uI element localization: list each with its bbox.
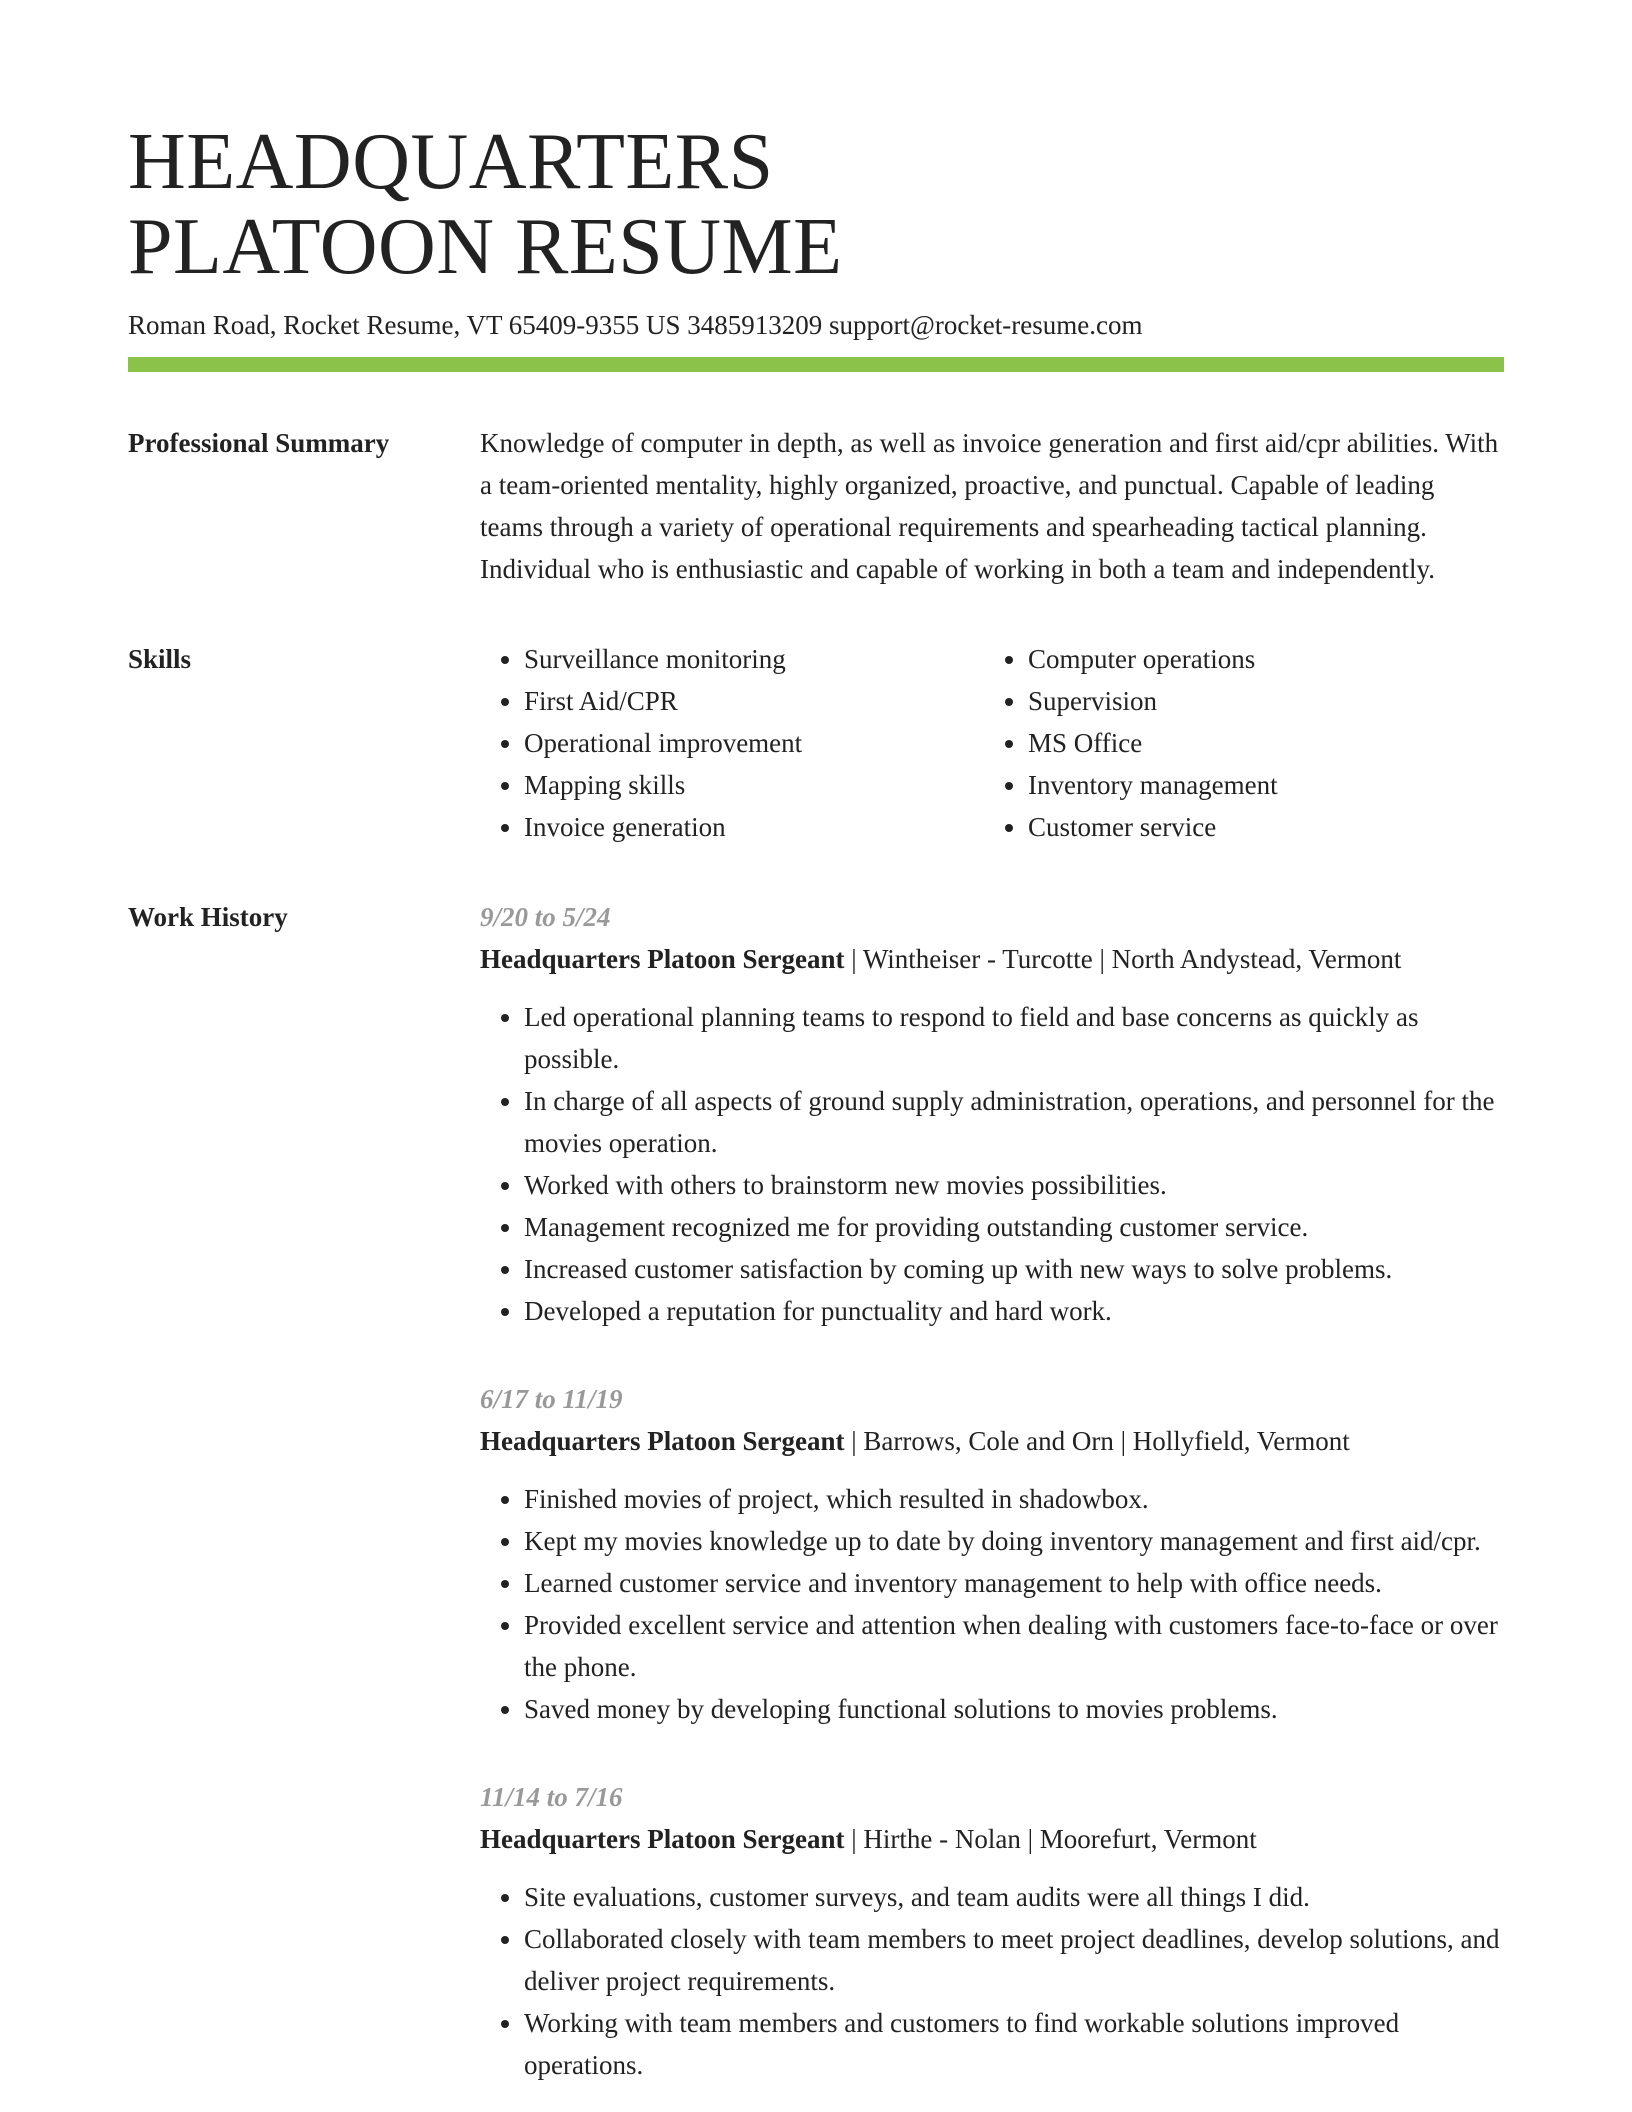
skill-item: • Computer operations [1028,638,1488,680]
job-bullets [480,1876,1504,2086]
job-company: | Barrows, Cole and Orn | Hollyfield, Vermont [844,1426,1350,1456]
summary-text: Knowledge of computer in depth, as well as invoice generation and first aid/cpr abilities. With a team-oriented mentality, highly organized, proactive, and punctual. Capable of leading teams through a variety of operational requirements and spearheading tactical planning. Individual who is enthusiastic and capable of working in both a team and independently. [480,428,1499,584]
skills-label: Skills [128,644,192,674]
job-bullet: • Finished movies of project, which resulted in shadowbox. [524,1478,1504,1520]
skill-item: • Mapping skills [524,764,984,806]
skill-item: • Supervision [1028,680,1488,722]
skill-item: • MS Office [1028,722,1488,764]
job-dates: 11/14 to 7/16 [480,1782,623,1812]
job-dates: 6/17 to 11/19 [480,1384,623,1414]
job-entry [480,1776,1504,2086]
job-bullet: • In charge of all aspects of ground supply administration, operations, and personnel for the movies operation. [524,1080,1504,1164]
resume-title [128,120,1504,290]
summary-section [128,422,1504,590]
skill-item: • Invoice generation [524,806,984,848]
job-title: Headquarters Platoon Sergeant [480,1426,845,1456]
skills-list-right [984,638,1488,848]
skills-section [128,638,1504,848]
work-history-label: Work History [128,902,288,932]
skill-item: • Operational improvement [524,722,984,764]
summary-label: Professional Summary [128,428,390,458]
job-bullet: • Learned customer service and inventory management to help with office needs. [524,1562,1504,1604]
job-entry [480,896,1504,1332]
resume-page [128,120,1504,2086]
job-bullet: • Provided excellent service and attention when dealing with customers face-to-face or over the phone. [524,1604,1504,1688]
skill-item: • First Aid/CPR [524,680,984,722]
title-line-1: HEADQUARTERS [128,118,774,206]
job-bullet: • Kept my movies knowledge up to date by doing inventory management and first aid/cpr. [524,1520,1504,1562]
job-company: | Wintheiser - Turcotte | North Andystead, Vermont [844,944,1402,974]
skills-list-left [480,638,984,848]
job-bullet: • Worked with others to brainstorm new movies possibilities. [524,1164,1504,1206]
title-line-2: PLATOON RESUME [128,203,843,291]
job-bullets [480,1478,1504,1730]
job-dates: 9/20 to 5/24 [480,902,611,932]
job-bullet: • Developed a reputation for punctuality and hard work. [524,1290,1504,1332]
skill-item: • Surveillance monitoring [524,638,984,680]
job-heading [480,938,1504,980]
job-bullet: • Saved money by developing functional solutions to movies problems. [524,1688,1504,1730]
job-bullets [480,996,1504,1332]
job-bullet: • Led operational planning teams to respond to field and base concerns as quickly as possible. [524,996,1504,1080]
job-heading [480,1420,1504,1462]
job-bullet: • Collaborated closely with team members to meet project deadlines, develop solutions, and deliver project requirements. [524,1918,1504,2002]
skill-item: • Inventory management [1028,764,1488,806]
job-bullet: • Site evaluations, customer surveys, and team audits were all things I did. [524,1876,1504,1918]
job-heading [480,1818,1504,1860]
job-bullet: • Increased customer satisfaction by coming up with new ways to solve problems. [524,1248,1504,1290]
job-entry [480,1378,1504,1730]
work-history-section [128,896,1504,2086]
job-bullet: • Management recognized me for providing outstanding customer service. [524,1206,1504,1248]
contact-info: Roman Road, Rocket Resume, VT 65409-9355 US 3485913209 support@rocket-resume.com [128,310,1143,340]
job-title: Headquarters Platoon Sergeant [480,1824,845,1854]
job-bullet: • Working with team members and customers to find workable solutions improved operations. [524,2002,1504,2086]
job-title: Headquarters Platoon Sergeant [480,944,845,974]
accent-divider [128,357,1504,372]
job-company: | Hirthe - Nolan | Moorefurt, Vermont [844,1824,1257,1854]
skill-item: • Customer service [1028,806,1488,848]
